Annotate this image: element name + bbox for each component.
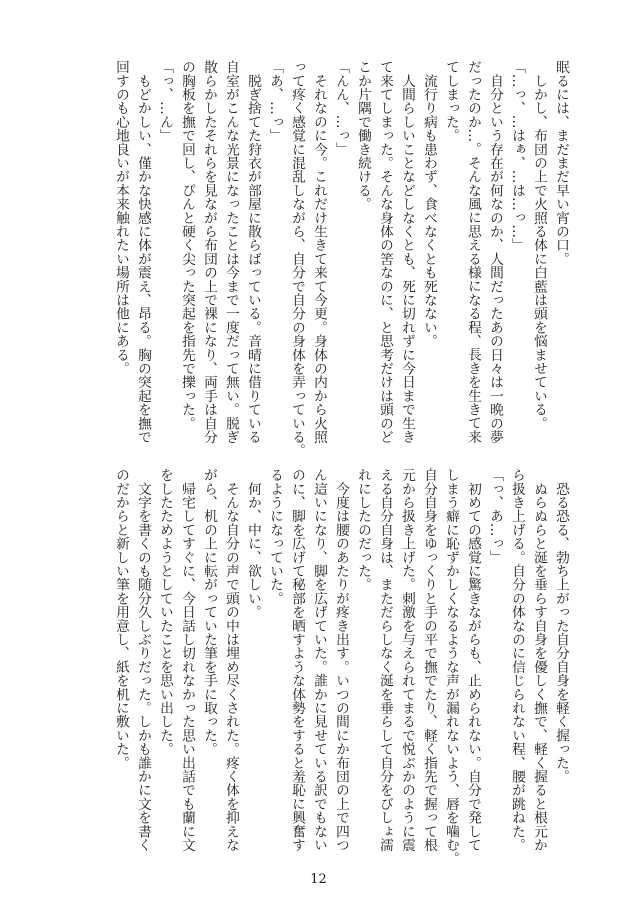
- text-column: そんな自分の声で頭の中は埋め尽くされた。疼く体を抑えな: [223, 468, 239, 852]
- text-column: 自室がこんな光景になったことは今まで一度だって無い。脱ぎ: [223, 60, 239, 444]
- text-column: の胸板を撫で回し、ぴんと硬く尖った突起を指先で擽った。: [179, 60, 195, 430]
- text-column: 「っ、…ん」: [157, 60, 173, 143]
- text-column: をしたためようとしていたことを思い出した。: [157, 468, 173, 756]
- text-column: がら、机の上に転がっていた筆を手に取った。: [201, 468, 217, 756]
- text-column: だったのか…。そんな風に思える様になる程、長きを生きて来: [465, 60, 481, 444]
- text-column: 人間らしいことなどしなくとも、死に切れずに今日まで生き: [399, 60, 415, 444]
- text-column: 流行り病も患わず、食べなくとも死なない。: [421, 60, 437, 348]
- page-number: 12: [310, 872, 327, 887]
- text-column: 帰宅してすぐに、今日話し切れなかった思い出話でも蘭に文: [179, 468, 195, 852]
- text-column: 元から扱き上げた。刺激を与えられてまるで悦ぶかのように震: [399, 468, 415, 852]
- text-column: 「あ、…っ」: [267, 60, 283, 143]
- text-block-bottom: [110, 468, 572, 868]
- text-column: て来てしまった。そんな身体の筈なのに、と思考だけは頭のど: [377, 60, 393, 444]
- text-column: 回すのも心地良いが本来触れたい場所は他にある。: [113, 60, 129, 376]
- text-column: それなのに今。これだけ生きて来て今更。身体の内から火照: [311, 60, 327, 444]
- text-column: 自分自身をゆっくりと手の平で撫でたり、軽く指先で握って根: [421, 468, 437, 852]
- text-column: 脱ぎ捨てた狩衣が部屋に散らばっている。音晴に借りている: [245, 60, 261, 444]
- text-column: 「っ、あ…っ」: [487, 468, 503, 564]
- text-column: 「…っ、…はぁ、…は…っ…」: [509, 60, 525, 252]
- text-column: 恐る恐る、勃ち上がった自分自身を軽く握った。: [553, 468, 569, 784]
- text-column: しまう癖に恥ずかしくなるような声が漏れないよう、唇を噛む。: [443, 468, 459, 866]
- text-column: ぬらぬらと涎を垂らす自身を優しく撫で、軽く握ると根元か: [531, 468, 547, 852]
- text-column: れにしたのだった。: [355, 468, 371, 592]
- text-column: のに、脚を広げて秘部を晒すような体勢をすると羞恥に興奮す: [289, 468, 305, 852]
- text-column: 自分という存在が何なのか、人間だったあの日々は一晩の夢: [487, 60, 503, 444]
- text-column: ん這いになり、脚を広げていた。誰かに見せている訳でもない: [311, 468, 327, 852]
- text-column: ら扱き上げる。自分の体なのに信じられない程、腰が跳ねた。: [509, 468, 525, 852]
- text-column: しかし、布団の上で火照る体に白藍は頭を悩ませている。: [531, 60, 547, 430]
- text-column: 何か、中に、欲しい。: [245, 468, 261, 619]
- text-column: って疼く感覚に混乱しながら、自分で自分の身体を弄っている。: [289, 60, 305, 458]
- text-column: 文字を書くのも随分久しぶりだった。しかも誰かに文を書く: [135, 468, 151, 852]
- text-column: てしまった。: [443, 60, 459, 143]
- text-column: のだからと新しい筆を用意し、紙を机に敷いた。: [113, 468, 129, 770]
- text-block-top: [110, 60, 572, 460]
- text-column: もどかしい、僅かな快感に体が震え、昂る。胸の突起を撫で: [135, 60, 151, 444]
- text-column: 今度は腰のあたりが疼き出す。いつの間にか布団の上で四つ: [333, 468, 349, 852]
- text-column: 散らかしたそれらを見ながら布団の上で裸になり、両手は自分: [201, 60, 217, 444]
- text-column: 初めての感覚に驚きながらも、止められない。自分で発して: [465, 468, 481, 852]
- text-column: 眠るには、まだまだ早い宵の口。: [553, 60, 569, 266]
- text-column: える自分自身は、まただらしなく涎を垂らして自分をびしょ濡: [377, 468, 393, 852]
- text-column: こか片隅で働き続ける。: [355, 60, 371, 211]
- text-column: 「んん、…っ」: [333, 60, 349, 156]
- text-column: るようになっていた。: [267, 468, 283, 605]
